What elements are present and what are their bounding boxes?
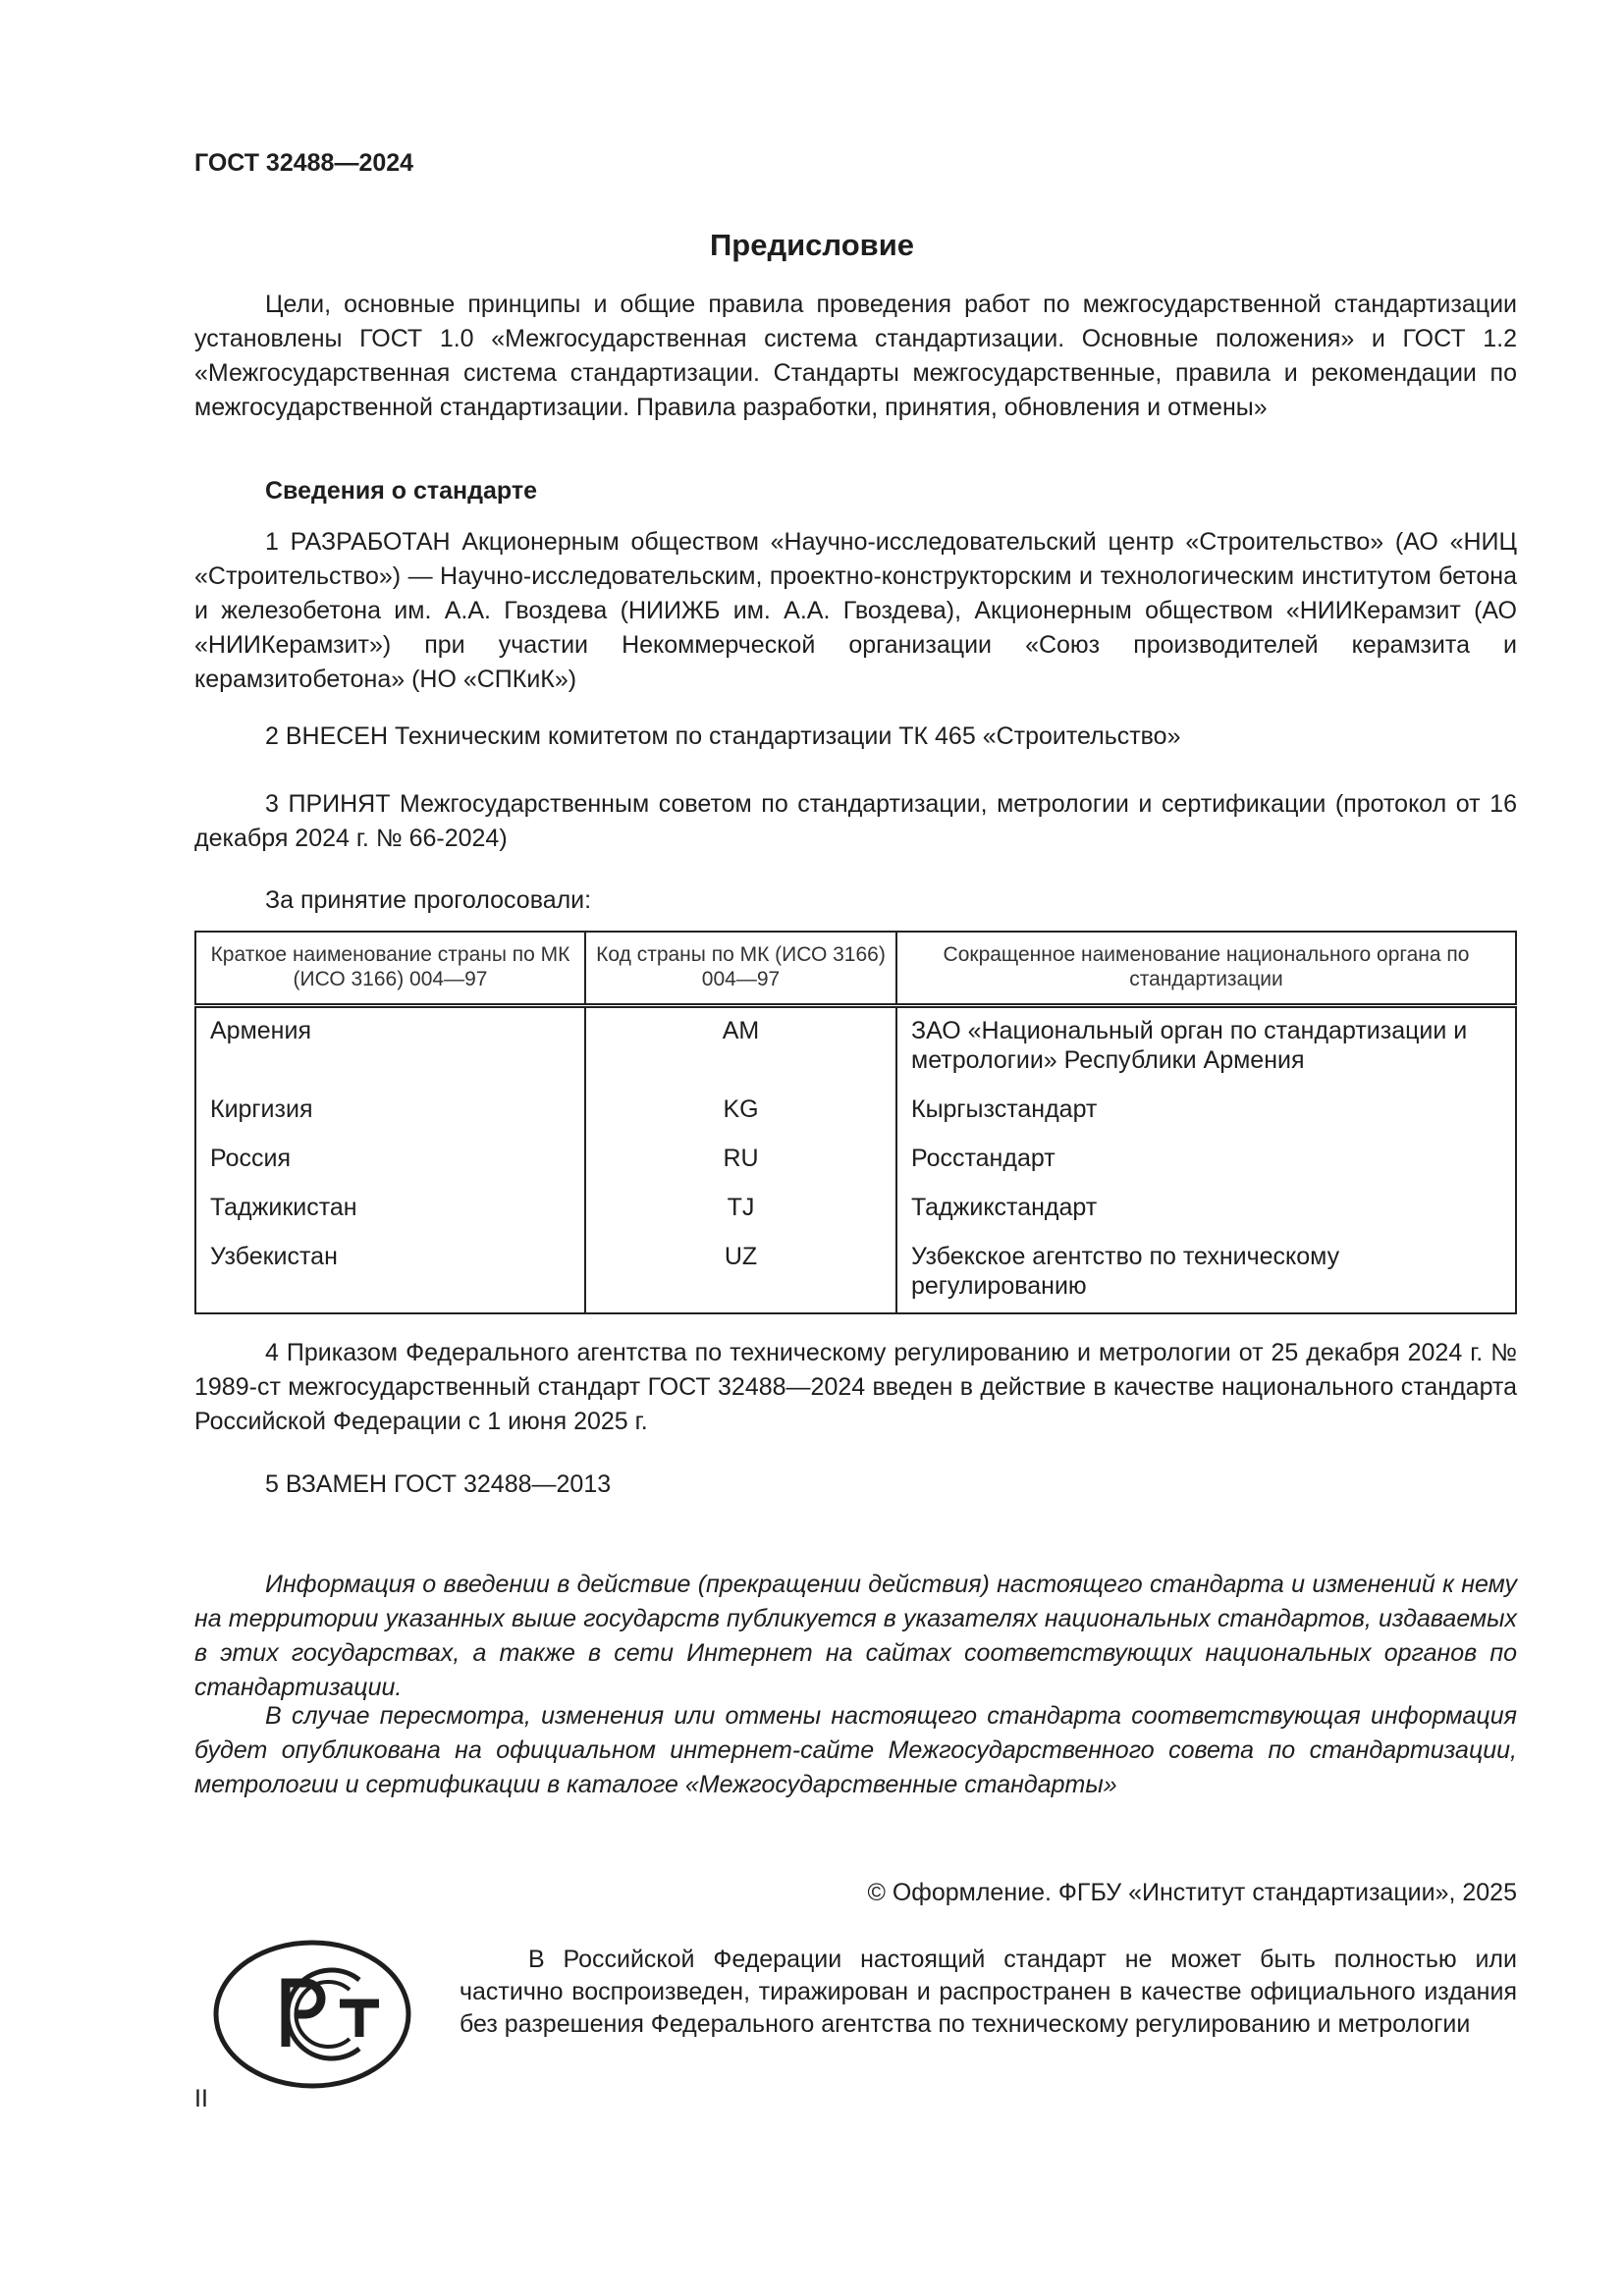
info-heading: Сведения о стандарте	[265, 477, 538, 505]
copyright-notice: В Российской Федерации настоящий стандарт не может быть полностью или частично воспроизведен, тиражирован и распространен в качестве официального издания без разрешения Федерального агентства по техническому регулированию и метрологии	[460, 1946, 1517, 2038]
item-3: 3 ПРИНЯТ Межгосударственным советом по стандартизации, метрологии и сертификации (протокол от 16 декабря 2024 г. № 66-2024)	[194, 790, 1517, 852]
rst-logo-icon	[212, 1939, 413, 2096]
code-cell: AM	[585, 1006, 896, 1088]
header-body: Сокращенное наименование национального органа по стандартизации	[896, 932, 1516, 1006]
body-cell: ЗАО «Национальный орган по стандартизации и метрологии» Республики Армения	[896, 1006, 1516, 1088]
header-country: Краткое наименование страны по МК (ИСО 3166) 004—97	[195, 932, 585, 1006]
item-1: 1 РАЗРАБОТАН Акционерным обществом «Научно-исследовательский центр «Строительство» (АО «НИЦ «Строительство») — Научно-исследовательским, проектно-конструкторским и технологическим институтом бетона и железобетона им. А.А. Гвоздева (НИИЖБ им. А.А. Гвоздева), Акционерным обществом «НИИКерамзит (АО «НИИКерамзит») при участии Некоммерческой организации «Союз производителей керамзита и керамзитобетона» (НО «СПКиК»)	[194, 528, 1517, 693]
item-2: 2 ВНЕСЕН Техническим комитетом по стандартизации ТК 465 «Строительство»	[265, 722, 1181, 750]
item-5: 5 ВЗАМЕН ГОСТ 32488—2013	[265, 1470, 612, 1498]
document-header: ГОСТ 32488—2024	[194, 149, 414, 177]
italic-info-2: В случае пересмотра, изменения или отмены настоящего стандарта соответствующая информация будет опубликована на официальном интернет-сайте Межгосударственного совета по стандартизации, метрологии и сертификации в каталоге «Межгосударственные стандарты»	[194, 1702, 1517, 1798]
copyright: © Оформление. ФГБУ «Институт стандартизации», 2025	[867, 1879, 1517, 1906]
table-row	[195, 1136, 1516, 1185]
voting-table	[194, 931, 1517, 1314]
code-cell: TJ	[585, 1185, 896, 1234]
table-row	[195, 1185, 1516, 1234]
body-cell: Росстандарт	[896, 1136, 1516, 1185]
table-row	[195, 1006, 1516, 1088]
page-title: Предисловие	[709, 228, 914, 262]
table-row	[195, 1087, 1516, 1136]
body-cell: Таджикстандарт	[896, 1185, 1516, 1234]
voted-label: За принятие проголосовали:	[265, 886, 592, 914]
code-cell: UZ	[585, 1234, 896, 1313]
code-cell: RU	[585, 1136, 896, 1185]
body-cell: Узбекское агентство по техническому регулированию	[896, 1234, 1516, 1313]
country-cell: Узбекистан	[195, 1234, 585, 1313]
intro-paragraph: Цели, основные принципы и общие правила проведения работ по межгосударственной стандартизации установлены ГОСТ 1.0 «Межгосударственная система стандартизации. Основные положения» и ГОСТ 1.2 «Межгосударственная система стандартизации. Стандарты межгосударственные, правила и рекомендации по межгосударственной стандартизации. Правила разработки, принятия, обновления и отмены»	[194, 291, 1517, 421]
country-cell: Киргизия	[195, 1087, 585, 1136]
code-cell: KG	[585, 1087, 896, 1136]
country-cell: Таджикистан	[195, 1185, 585, 1234]
item-4: 4 Приказом Федерального агентства по техническому регулированию и метрологии от 25 декабря 2024 г. № 1989-ст межгосударственный стандарт ГОСТ 32488—2024 введен в действие в качестве национального стандарта Российской Федерации с 1 июня 2025 г.	[194, 1339, 1517, 1435]
country-cell: Армения	[195, 1006, 585, 1088]
body-cell: Кыргызстандарт	[896, 1087, 1516, 1136]
table-header-row	[195, 932, 1516, 1006]
page-number: II	[194, 2085, 208, 2112]
table-row	[195, 1234, 1516, 1313]
country-cell: Россия	[195, 1136, 585, 1185]
italic-info-1: Информация о введении в действие (прекращении действия) настоящего стандарта и изменений к нему на территории указанных выше государств публикуется в указателях национальных стандартов, издаваемых в этих государствах, а также в сети Интернет на сайтах соответствующих национальных органов по стандартизации.	[194, 1571, 1517, 1701]
header-code: Код страны по МК (ИСО 3166) 004—97	[585, 932, 896, 1006]
